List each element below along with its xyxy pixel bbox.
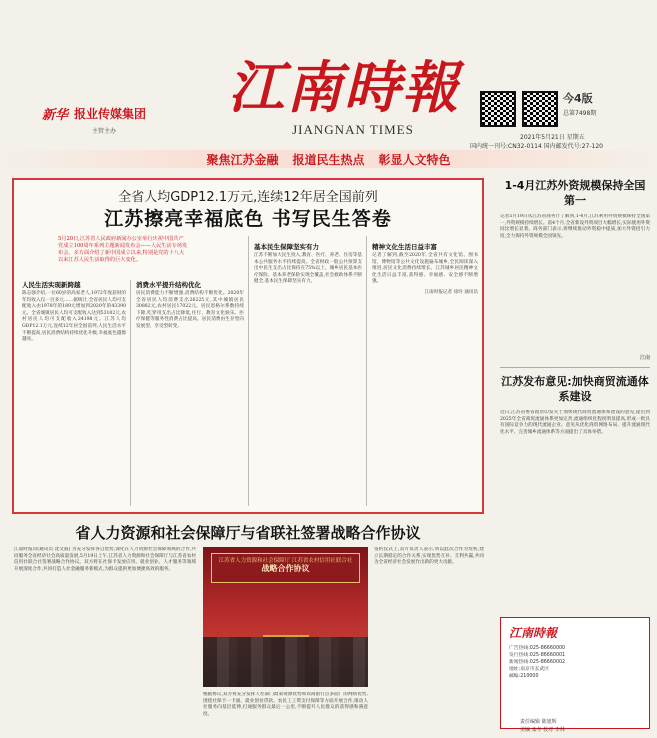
second-story-headline[interactable]: 省人力资源和社会保障厅与省联社签署战略合作协议	[75, 524, 421, 542]
byline: 江南时报记者 徐玲 通讯员	[424, 289, 478, 295]
column-divider	[366, 236, 367, 506]
section-heading: 消费水平提升结构优化	[136, 281, 201, 289]
column-text: 记者了解到,截至2020年,全省共有文化馆、图书馆、博物馆等公共文化设施遍布城乡,全民阅读深入推进,居民文化消费持续增长。江苏城乡居民精神文化生活日益丰富,获得感、幸福感、安全感不断增强。	[372, 253, 478, 285]
section-heading: 基本民生保障坚实有力	[254, 243, 319, 251]
photo-banner-orgs: 江苏省人力资源和社会保障厅 江苏省农村信用社联合社	[218, 558, 353, 564]
ad-line: 地址:南京市玄武区	[509, 667, 549, 672]
side-source-1: 江南	[639, 355, 650, 361]
ad-line: 新闻热线:025-86660002	[509, 660, 566, 665]
side-text-1: 记者5月19日从江苏省商务厅了解到,1-4月,江苏利用外资规模保持全国第一,外资规模持续增长。前4个月,全省新设外资项目大幅增长,实际使用外资同比增长显著。商务部门表示,将继续推动外资稳中提质,加大外资招引力度,全力保持外资规模全国领先。	[500, 214, 650, 239]
column-divider	[130, 280, 131, 506]
ad-lines	[501, 643, 649, 682]
group-name: 报业传媒集团	[74, 107, 147, 121]
issue-number: 总第7498期	[563, 110, 597, 117]
photo-banner-title: 战略合作协议	[261, 564, 310, 573]
proof-credit: 美编 栾冬 校对 李林	[520, 727, 565, 733]
section-heading: 人民生活实现新跨越	[22, 281, 81, 289]
second-story-col-right: 签约仪式上,双方负责人表示,将以此次合作为契机,建立长期稳定的合作关系,实现优势互补、互利共赢,共同为全省经济社会发展作出新的更大贡献。	[374, 547, 484, 566]
column-text: 陈志强介绍,一位60岁的高家老人,1972年收获时的年均收入仅一百多元……据统计,全省居民人均可支配收入由1978年的189元增加到2020年的43390元。全省城镇居民人均可支配收入达到53102元,农村居民人均可支配收入24198元。江苏人均GDP12.1万元,连续12年居全国前列,人民生活水平不断提高,居民消费结构持续优化升级,幸福底色越擦越亮。	[22, 291, 126, 343]
lead-column-4	[372, 240, 478, 508]
second-story-col-mid: 根据协议,双方将充分发挥人社部门政策资源优势和农商银行点多面广的网络优势,围绕社保卡一卡通、就业创业贷款、农民工工资支付保障等方面开展合作,推动人社服务向基层延伸,打通服务群众最后一公里,不断提升人民群众的获得感和满意度。	[203, 692, 368, 717]
newspaper-masthead	[228, 55, 478, 137]
divider	[500, 367, 650, 368]
side-text-2: 近日,江苏省委省政府印发关于加快现代商贸流通体系建设的意见,提出到2025年全省商贸流通体系更加完善,流通组织化程度明显提高,形成一批具有国际竞争力的现代流通企业。意见从优化商贸网络布局、提升流通现代化水平、完善城乡流通体系等方面提出了具体举措。	[500, 410, 650, 435]
paper-info-box	[500, 617, 650, 729]
slogan-item: 聚焦江苏金融	[206, 152, 279, 167]
column-text: 江苏不断加大民生投入,教育、医疗、养老、住房等基本公共服务水平持续提高。全省财政一般公共预算支出中民生支出占比保持在75%以上。城乡居民基本医疗保险、基本养老保险实现全覆盖,社会救助体系不断健全,基本民生保障坚实有力。	[254, 253, 362, 285]
qr-code-icon	[480, 91, 516, 127]
side-headline-1[interactable]: 1-4月江苏外资规模保持全国第一	[504, 179, 646, 207]
editor-credit: 责任编辑 陈旭辉	[520, 719, 557, 725]
slogan-item: 彰显人文特色	[378, 152, 451, 167]
second-story-col-left: 江南时报讯(通讯员 沈文波) 为充分发挥各自优势,深化在人力资源社会保障领域的合作,共同服务全省经济社会高质量发展,5月19日上午,江苏省人力资源和社会保障厅与江苏省农村信用社联合社签署战略合作协议。双方将在社保卡发放应用、就业创业、人才服务等领域开展深度合作,共同打造人社金融服务新模式,为群众提供更加便捷高效的服务。	[14, 547, 196, 572]
issue-pages: 今4版	[563, 92, 593, 105]
second-story[interactable]	[12, 522, 484, 543]
lead-column-1	[22, 278, 126, 508]
signing-ceremony-photo	[203, 547, 368, 687]
ad-line: 广告热线:025-86660000	[509, 646, 566, 651]
column-divider	[248, 236, 249, 506]
lead-column-3	[254, 240, 362, 508]
qr-code-icon	[522, 91, 558, 127]
ad-line: 邮编:210000	[509, 674, 539, 679]
publication-codes: 国内统一刊号:CN32-0114 国内邮发代号:27-120	[470, 143, 603, 150]
group-mark: 新华	[42, 108, 69, 123]
side-column	[500, 178, 650, 647]
slogan-bar	[0, 150, 657, 168]
lead-headline[interactable]: 江苏擦亮幸福底色 书写民生答卷	[104, 208, 392, 230]
lead-intro: 5月20日,江苏省人民政府新闻办公室举行庆祝中国共产党成立100周年系列主题新闻发布会——人民生活专场发布会。多方面介绍了新中国成立以来,特别是党的十八大以来江苏人民生活取得的巨大变化。	[58, 236, 188, 263]
masthead-english: JIANGNAN TIMES	[292, 122, 414, 137]
audience	[203, 637, 368, 687]
ad-line: 发行热线:025-86660001	[509, 653, 566, 658]
ad-logo: 江南時報	[509, 626, 558, 640]
lead-column-2	[136, 278, 244, 508]
slogan-item: 报道民生热点	[292, 152, 365, 167]
group-sponsor: 主管主办	[92, 128, 117, 135]
issue-info	[563, 90, 596, 117]
lead-subtitle: 全省人均GDP12.1万元,连续12年居全国前列	[118, 190, 378, 205]
side-headline-2[interactable]: 江苏发布意见:加快商贸流通体系建设	[501, 375, 649, 403]
group-logo	[42, 104, 146, 123]
masthead-chinese: 江南時報	[228, 55, 460, 121]
column-text: 居民消费能力不断增强,消费结构不断优化。2020年全省居民人均消费支出26225元,其中城镇居民30882元,农村居民17022元。居民恩格尔系数持续下降,吃穿用支出占比降低,住行、教育文化娱乐、医疗保健等服务性消费占比提高。居民消费由生存型向发展型、享受型转变。	[136, 291, 244, 329]
section-heading: 精神文化生活日益丰富	[372, 243, 437, 251]
lead-story[interactable]	[12, 178, 484, 514]
masthead-area	[0, 0, 657, 152]
dateline: 2021年5月21日 星期五	[520, 134, 585, 141]
photo-banner	[211, 553, 360, 583]
